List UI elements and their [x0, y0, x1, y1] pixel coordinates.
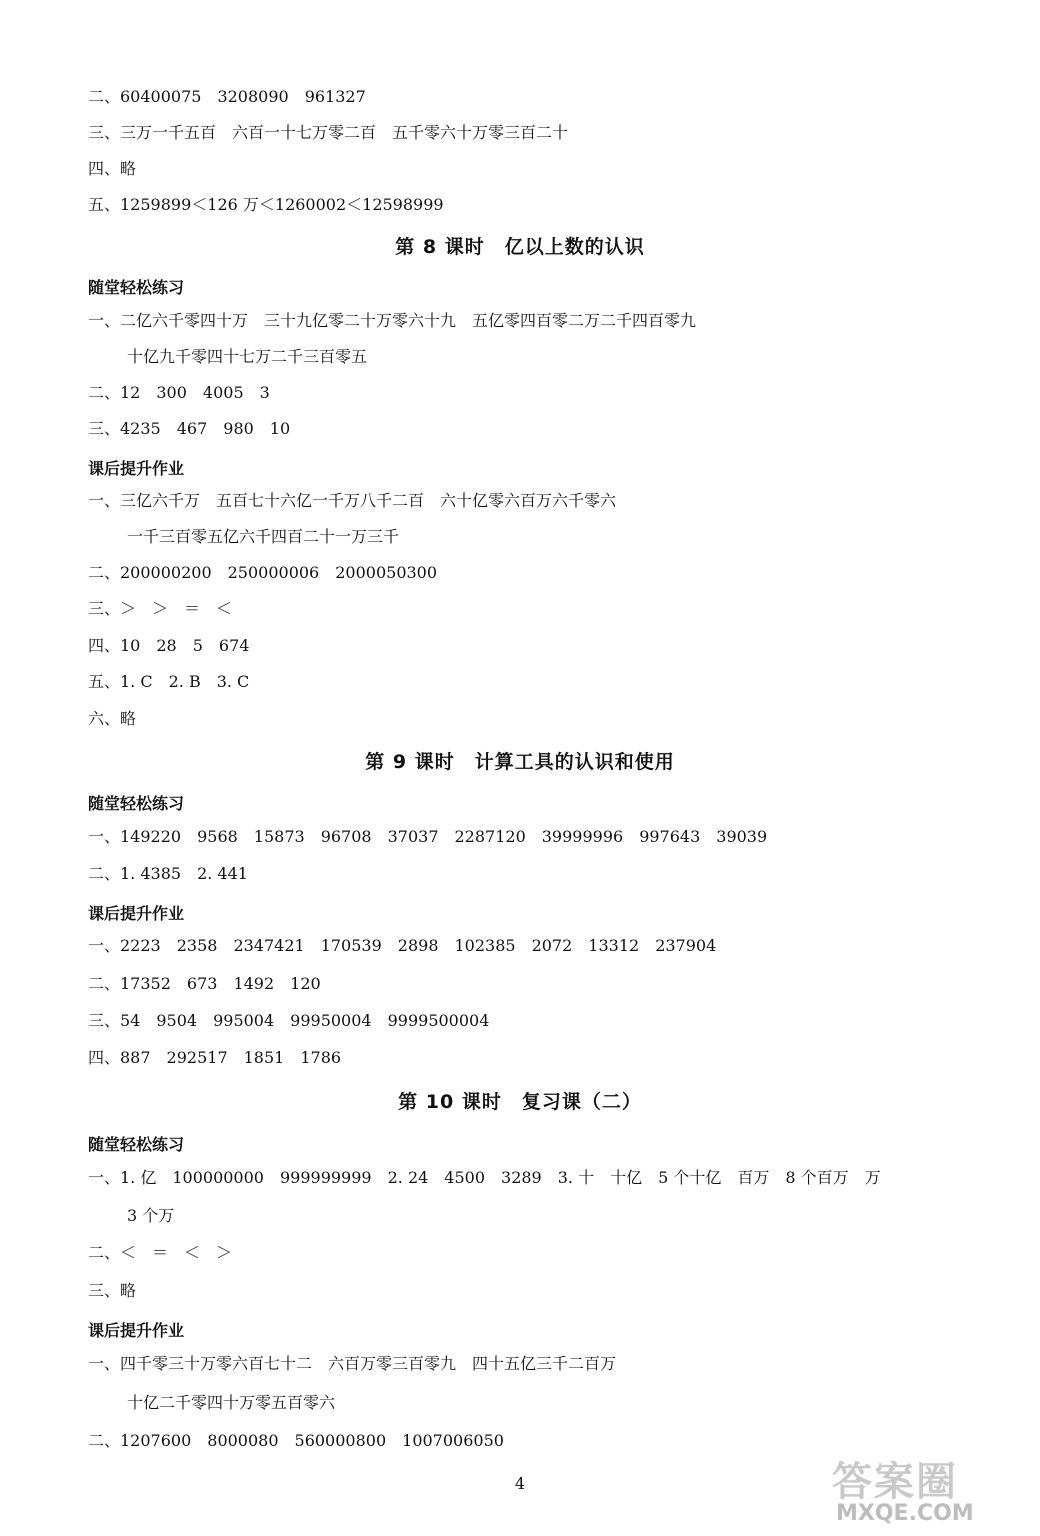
- subheading: 课后提升作业: [88, 904, 185, 923]
- line: 一、149220 9568 15873 96708 37037 2287120 39999996 997643 39039: [88, 827, 768, 846]
- line: 一、三亿六千万 五百七十六亿一千万八千二百 六十亿零六百万六千零六: [88, 491, 617, 510]
- line: 一、1. 亿 100000000 999999999 2. 24 4500 3289 3. 十 十亿 5 个十亿 百万 8 个百万 万: [88, 1168, 881, 1187]
- line: 二、1. 4385 2. 441: [88, 864, 248, 883]
- line: 五、1259899＜126 万＜1260002＜12598999: [88, 195, 444, 214]
- subheading: 随堂轻松练习: [88, 1135, 185, 1154]
- line: 二、12 300 4005 3: [88, 383, 270, 402]
- line: 三、＞ ＞ ＝ ＜: [88, 599, 233, 618]
- line: 三、三万一千五百 六百一十七万零二百 五千零六十万零三百二十: [88, 123, 569, 142]
- line: 十亿九千零四十七万二千三百零五: [127, 347, 368, 366]
- line: 十亿二千零四十万零五百零六: [127, 1393, 336, 1412]
- subheading: 课后提升作业: [88, 1321, 185, 1340]
- section-heading: 第 8 课时 亿以上数的认识: [395, 236, 645, 258]
- watermark-top: 答案圈: [832, 1459, 958, 1505]
- line: 3 个万: [127, 1206, 175, 1225]
- section-heading: 第 9 课时 计算工具的认识和使用: [365, 751, 675, 773]
- line: 一、2223 2358 2347421 170539 2898 102385 2072 13312 237904: [88, 936, 717, 955]
- line: 一千三百零五亿六千四百二十一万三千: [127, 527, 400, 546]
- line: 一、二亿六千零四十万 三十九亿零二十万零六十九 五亿零四百零二万二千四百零九: [88, 311, 697, 330]
- subheading: 随堂轻松练习: [88, 278, 185, 297]
- line: 五、1. C 2. B 3. C: [88, 672, 250, 691]
- line: 二、60400075 3208090 961327: [88, 87, 366, 106]
- line: 二、1207600 8000080 560000800 1007006050: [88, 1431, 504, 1450]
- line: 二、＜ ＝ ＜ ＞: [88, 1243, 233, 1262]
- line: 四、略: [88, 159, 137, 178]
- line: 二、17352 673 1492 120: [88, 974, 321, 993]
- line: 四、10 28 5 674: [88, 636, 250, 655]
- page-number: 4: [514, 1474, 526, 1493]
- subheading: 随堂轻松练习: [88, 794, 185, 813]
- line: 三、4235 467 980 10: [88, 419, 291, 438]
- line: 二、200000200 250000006 2000050300: [88, 563, 438, 582]
- subheading: 课后提升作业: [88, 459, 185, 478]
- line: 一、四千零三十万零六百七十二 六百万零三百零九 四十五亿三千二百万: [88, 1354, 617, 1373]
- watermark-bottom: MXQE.COM: [836, 1501, 974, 1526]
- watermark-logo: [832, 1459, 1032, 1532]
- line: 四、887 292517 1851 1786: [88, 1048, 342, 1067]
- line: 三、略: [88, 1281, 137, 1300]
- line: 六、略: [88, 709, 137, 728]
- line: 三、54 9504 995004 99950004 9999500004: [88, 1011, 490, 1030]
- section-heading: 第 10 课时 复习课（二）: [398, 1091, 642, 1113]
